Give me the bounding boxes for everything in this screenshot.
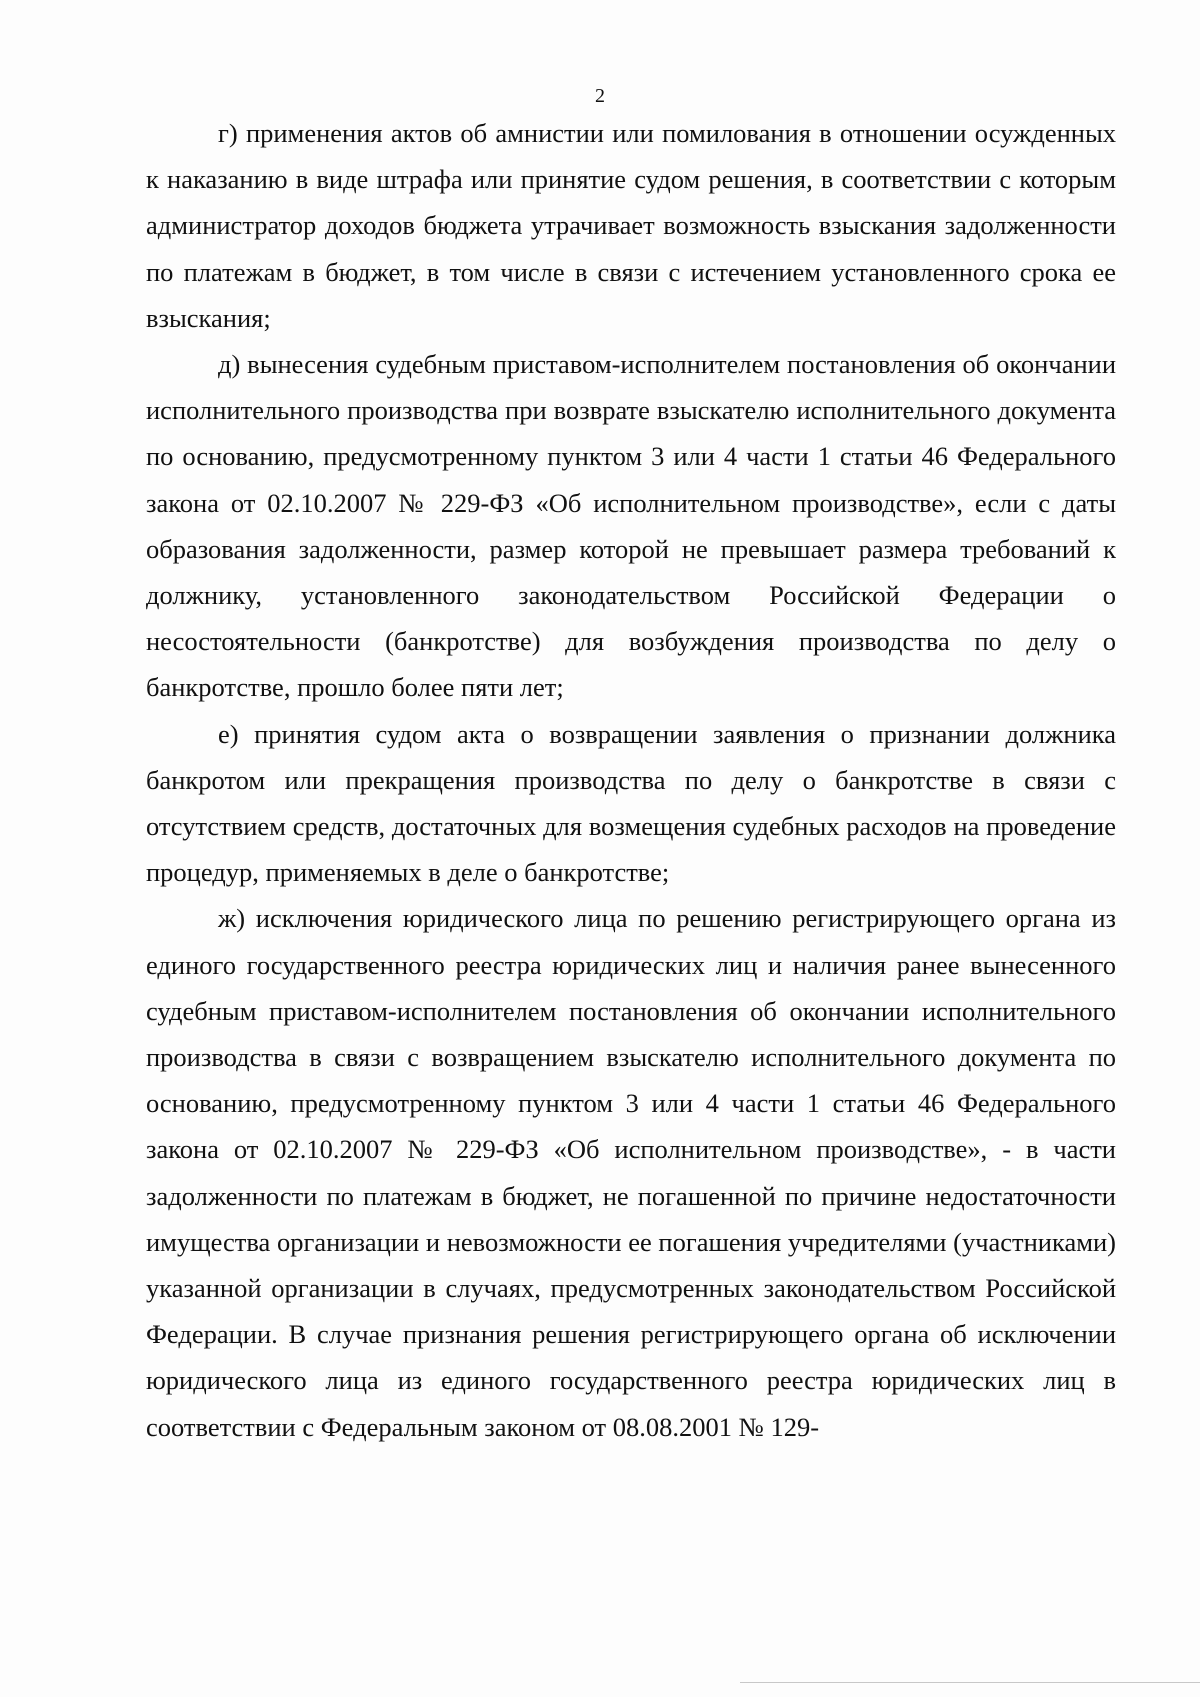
paragraph-g: г) применения актов об амнистии или помилования в отношении осужденных к наказанию в виде штрафа или принятие судом решения, в соответствии с которым администратор доходов бюджета утрачивает возможность взыскания задолженности по платежам в бюджет, в том числе в связи с истечением установленного срока ее взыскания; (146, 118, 1116, 333)
paragraph-d: д) вынесения судебным приставом-исполнителем постановления об окончании исполнительного производства при возврате взыскателю исполнительного документа по основанию, предусмотренному пунктом 3 или 4 части 1 статьи 46 Федерального закона от 02.10.2007 № 229-ФЗ «Об исполнительном производстве», если с даты образования задолженности, размер которой не превышает размера требований к должнику, установленного законодательством Российской Федерации о несостоятельности (банкротстве) для возбуждения производства по делу о банкротстве, прошло более пяти лет; (146, 349, 1116, 703)
page-number: 2 (595, 85, 605, 107)
paragraph-e: е) принятия судом акта о возвращении заявления о признании должника банкротом или прекращения производства по делу о банкротстве в связи с отсутствием средств, достаточных для возмещения судебных расходов на проведение процедур, применяемых в деле о банкротстве; (146, 718, 1116, 888)
document-body (146, 110, 1116, 1450)
paragraph-zh: ж) исключения юридического лица по решению регистрирующего органа из единого государственного реестра юридических лиц и наличия ранее вынесенного судебным приставом-исполнителем постановления об окончании исполнительного производства в связи с возвращением взыскателю исполнительного документа по основанию, предусмотренному пунктом 3 или 4 части 1 статьи 46 Федерального закона от 02.10.2007 № 229-ФЗ «Об исполнительном производстве», - в части задолженности по платежам в бюджет, не погашенной по причине недостаточности имущества организации и невозможности ее погашения учредителями (участниками) указанной организации в случаях, предусмотренных законодательством Российской Федерации. В случае признания решения регистрирующего органа об исключении юридического лица из единого государственного реестра юридических лиц в соответствии с Федеральным законом от 08.08.2001 № 129- (146, 903, 1116, 1442)
scan-artifact-line (740, 1682, 1200, 1683)
